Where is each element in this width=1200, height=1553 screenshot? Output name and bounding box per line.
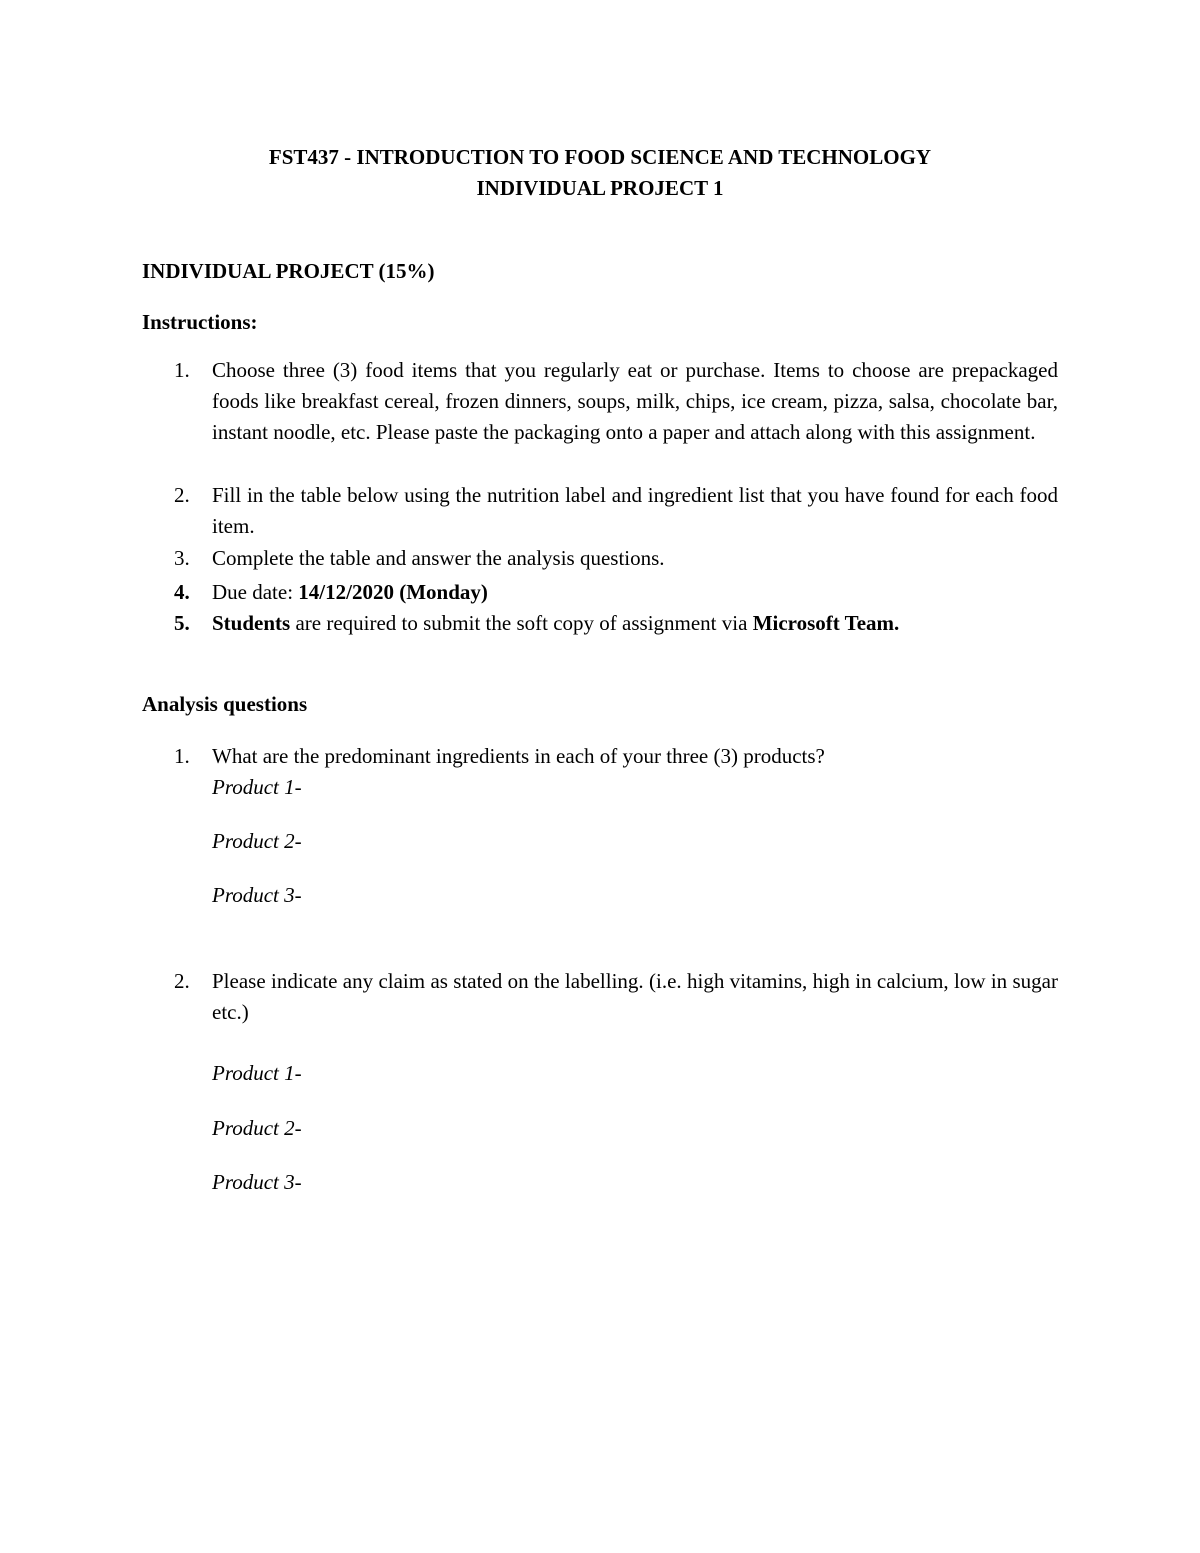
instruction-number: 4. [174, 580, 190, 604]
course-title: FST437 - INTRODUCTION TO FOOD SCIENCE AND TECHNOLOGY [268, 145, 932, 169]
instruction-item [212, 608, 1058, 639]
product-answer-label: Product 2- [212, 829, 302, 853]
question-number: 2. [174, 969, 190, 993]
question-number: 1. [174, 744, 190, 768]
submission-platform: Microsoft Team. [752, 611, 900, 635]
instruction-item: Choose three (3) food items that you regularly eat or purchase. Items to choose are prepackaged foods like breakfast cereal, frozen dinners, soups, milk, chips, ice cream, pizza, salsa, chocolate bar, instant noodle, etc. Please paste the packaging onto a paper and attach along with this assignment. [212, 358, 1058, 444]
due-date-label: Due date: [212, 580, 299, 604]
instruction-item [212, 577, 1058, 608]
product-answer-label: Product 1- [212, 775, 302, 799]
instruction-item: Complete the table and answer the analysis questions. [212, 546, 665, 570]
product-answer-label: Product 3- [212, 1170, 302, 1194]
instruction-number: 3. [174, 546, 190, 570]
instruction-number: 2. [174, 483, 190, 507]
instructions-heading: Instructions: [142, 310, 258, 334]
project-heading: INDIVIDUAL PROJECT (15%) [142, 259, 435, 283]
submission-subject: Students [212, 611, 291, 635]
project-title: INDIVIDUAL PROJECT 1 [476, 176, 724, 200]
due-date-value: 14/12/2020 (Monday) [298, 580, 488, 604]
product-answer-label: Product 3- [212, 883, 302, 907]
question-text: Please indicate any claim as stated on the labelling. (i.e. high vitamins, high in calcium, low in sugar etc.) [212, 969, 1058, 1024]
product-answer-label: Product 1- [212, 1061, 302, 1085]
submission-text: are required to submit the soft copy of assignment via [290, 611, 753, 635]
instruction-number: 1. [174, 358, 190, 382]
instruction-item: Fill in the table below using the nutrition label and ingredient list that you have found for each food item. [212, 483, 1058, 538]
analysis-heading: Analysis questions [142, 692, 308, 716]
instruction-number: 5. [174, 611, 190, 635]
product-answer-label: Product 2- [212, 1116, 302, 1140]
question-text: What are the predominant ingredients in each of your three (3) products? [212, 744, 825, 768]
